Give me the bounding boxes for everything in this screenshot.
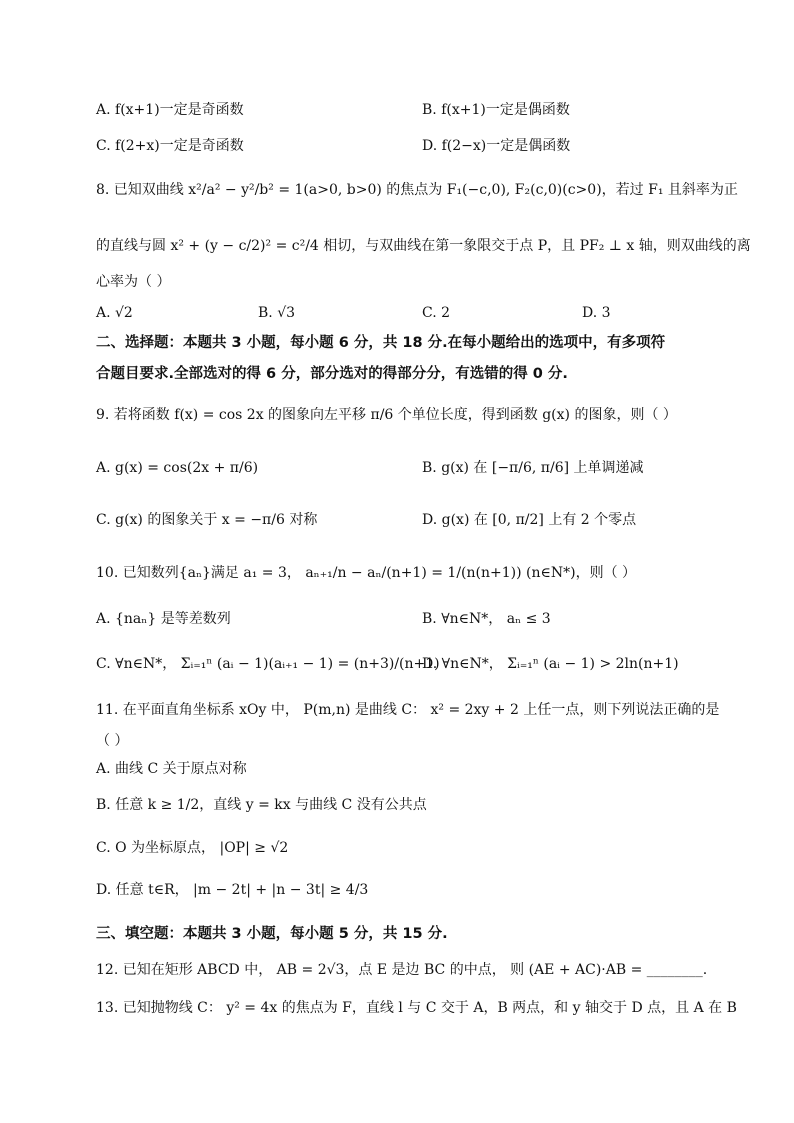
- q8-option-d: D. 3: [582, 305, 611, 321]
- q8-stem-line2: 的直线与圆 x² + (y − c/2)² = c²/4 相切，与双曲线在第一象限交于点 P，且 PF₂ ⊥ x 轴，则双曲线的离: [96, 238, 751, 254]
- q9-stem: 9. 若将函数 f(x) = cos 2x 的图象向左平移 π/6 个单位长度，得到函数 g(x) 的图象，则（ ）: [96, 407, 677, 423]
- q11-option-d: D. 任意 t∈R， |m − 2t| + |n − 3t| ≥ 4/3: [96, 882, 369, 898]
- q10-option-d: D. ∀n∈N*， Σᵢ₌₁ⁿ (aᵢ − 1) > 2ln(n+1): [422, 656, 679, 672]
- section-2-heading-line1: 二、选择题：本题共 3 小题，每小题 6 分，共 18 分.在每小题给出的选项中，有多项符: [96, 335, 666, 351]
- q8-stem-line3: 心率为（ ）: [96, 274, 171, 290]
- section-3-heading: 三、填空题：本题共 3 小题，每小题 5 分，共 15 分.: [96, 926, 448, 942]
- q9-option-d: D. g(x) 在 [0, π/2] 上有 2 个零点: [422, 512, 637, 528]
- q7-option-b: B. f(x+1)一定是偶函数: [422, 102, 570, 118]
- q8-option-c: C. 2: [422, 305, 451, 321]
- q8-option-a: A. √2: [96, 305, 133, 321]
- q7-option-d: D. f(2−x)一定是偶函数: [422, 138, 571, 154]
- q12-stem: 12. 已知在矩形 ABCD 中， AB = 2√3，点 E 是边 BC 的中点， 则 (AE + AC)·AB = ________.: [96, 962, 708, 978]
- q13-stem: 13. 已知抛物线 C： y² = 4x 的焦点为 F，直线 l 与 C 交于 A，B 两点，和 y 轴交于 D 点，且 A 在 B: [96, 1000, 737, 1016]
- q8-stem-line1: 8. 已知双曲线 x²/a² − y²/b² = 1(a>0, b>0) 的焦点为 F₁(−c,0), F₂(c,0)(c>0)，若过 F₁ 且斜率为正: [96, 182, 738, 198]
- q10-option-c: C. ∀n∈N*， Σᵢ₌₁ⁿ (aᵢ − 1)(aᵢ₊₁ − 1) = (n+3)/(n+1): [96, 656, 440, 672]
- q9-option-b: B. g(x) 在 [−π/6, π/6] 上单调递减: [422, 460, 644, 476]
- q11-option-c: C. O 为坐标原点， |OP| ≥ √2: [96, 840, 289, 856]
- q7-option-c: C. f(2+x)一定是奇函数: [96, 138, 244, 154]
- q10-option-b: B. ∀n∈N*， aₙ ≤ 3: [422, 611, 551, 627]
- q8-option-b: B. √3: [258, 305, 296, 321]
- q11-stem: 11. 在平面直角坐标系 xOy 中， P(m,n) 是曲线 C： x² = 2xy + 2 上任一点，则下列说法正确的是: [96, 702, 720, 718]
- q11-option-a: A. 曲线 C 关于原点对称: [96, 761, 247, 777]
- q9-option-c: C. g(x) 的图象关于 x = −π/6 对称: [96, 512, 318, 528]
- q11-stem-continuation: （ ）: [96, 733, 129, 749]
- section-2-heading-line2: 合题目要求.全部选对的得 6 分，部分选对的得部分分，有选错的得 0 分.: [96, 366, 568, 382]
- q10-stem: 10. 已知数列{aₙ}满足 a₁ = 3， aₙ₊₁/n − aₙ/(n+1) = 1/(n(n+1)) (n∈N*)，则（ ）: [96, 565, 637, 581]
- q10-option-a: A. {naₙ} 是等差数列: [96, 611, 231, 627]
- q7-option-a: A. f(x+1)一定是奇函数: [96, 102, 244, 118]
- q11-option-b: B. 任意 k ≥ 1/2，直线 y = kx 与曲线 C 没有公共点: [96, 797, 427, 813]
- q9-option-a: A. g(x) = cos(2x + π/6): [96, 460, 259, 476]
